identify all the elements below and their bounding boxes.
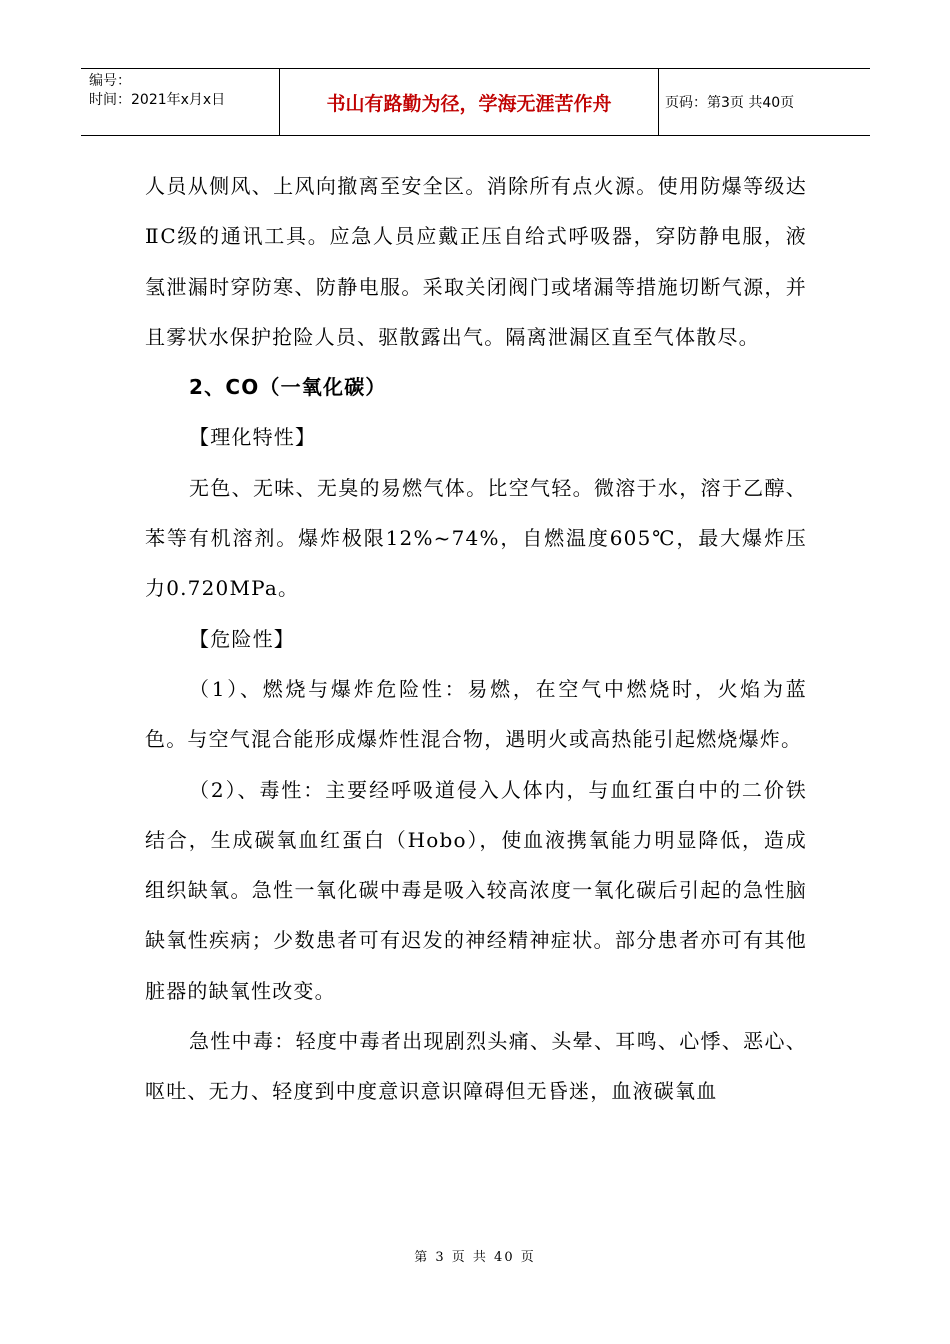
page-header — [81, 68, 870, 136]
header-page-info: 页码：第3页 共40页 — [665, 95, 795, 111]
document-body — [145, 161, 807, 1117]
paragraph-acute-poisoning: 急性中毒：轻度中毒者出现剧烈头痛、头晕、耳鸣、心悸、恶心、呕吐、无力、轻度到中度意识意识障碍但无昏迷，血液碳氧血 — [145, 1029, 807, 1104]
paragraph-flammability: （1）、燃烧与爆炸危险性：易燃，在空气中燃烧时，火焰为蓝色。与空气混合能形成爆炸性混合物，遇明火或高热能引起燃烧爆炸。 — [145, 676, 807, 752]
time-label: 时间：2021年x月x日 — [89, 92, 226, 108]
subheading-hazards: 【危险性】 — [189, 626, 295, 651]
doc-number-label: 编号： — [89, 73, 131, 89]
header-motto: 书山有路勤为径，学海无涯苦作舟 — [280, 69, 659, 135]
paragraph-toxicity: （2）、毒性：主要经呼吸道侵入人体内，与血红蛋白中的二价铁结合，生成碳氧血红蛋白（Hobo），使血液携氧能力明显降低，造成组织缺氧。急性一氧化碳中毒是吸入较高浓度一氧化碳后引起的急性脑缺氧性疾病；少数患者可有迟发的神经精神症状。部分患者亦可有其他脏器的缺氧性改变。 — [145, 777, 807, 1003]
header-meta — [81, 69, 280, 135]
subheading-properties: 【理化特性】 — [189, 425, 317, 450]
paragraph-evacuation: 人员从侧风、上风向撤离至安全区。消除所有点火源。使用防爆等级达ⅡC级的通讯工具。应急人员应戴正压自给式呼吸器，穿防静电服，液氢泄漏时穿防寒、防静电服。采取关闭阀门或堵漏等措施切断气源，并且雾状水保护抢险人员、驱散露出气。隔离泄漏区直至气体散尽。 — [145, 174, 807, 349]
paragraph-properties: 无色、无味、无臭的易燃气体。比空气轻。微溶于水，溶于乙醇、苯等有机溶剂。爆炸极限12%~74%，自燃温度605℃，最大爆炸压力0.720MPa。 — [145, 475, 807, 601]
page-footer: 第 3 页 共 40 页 — [414, 1250, 536, 1265]
section-heading-co: 2、CO（一氧化碳） — [189, 375, 387, 400]
